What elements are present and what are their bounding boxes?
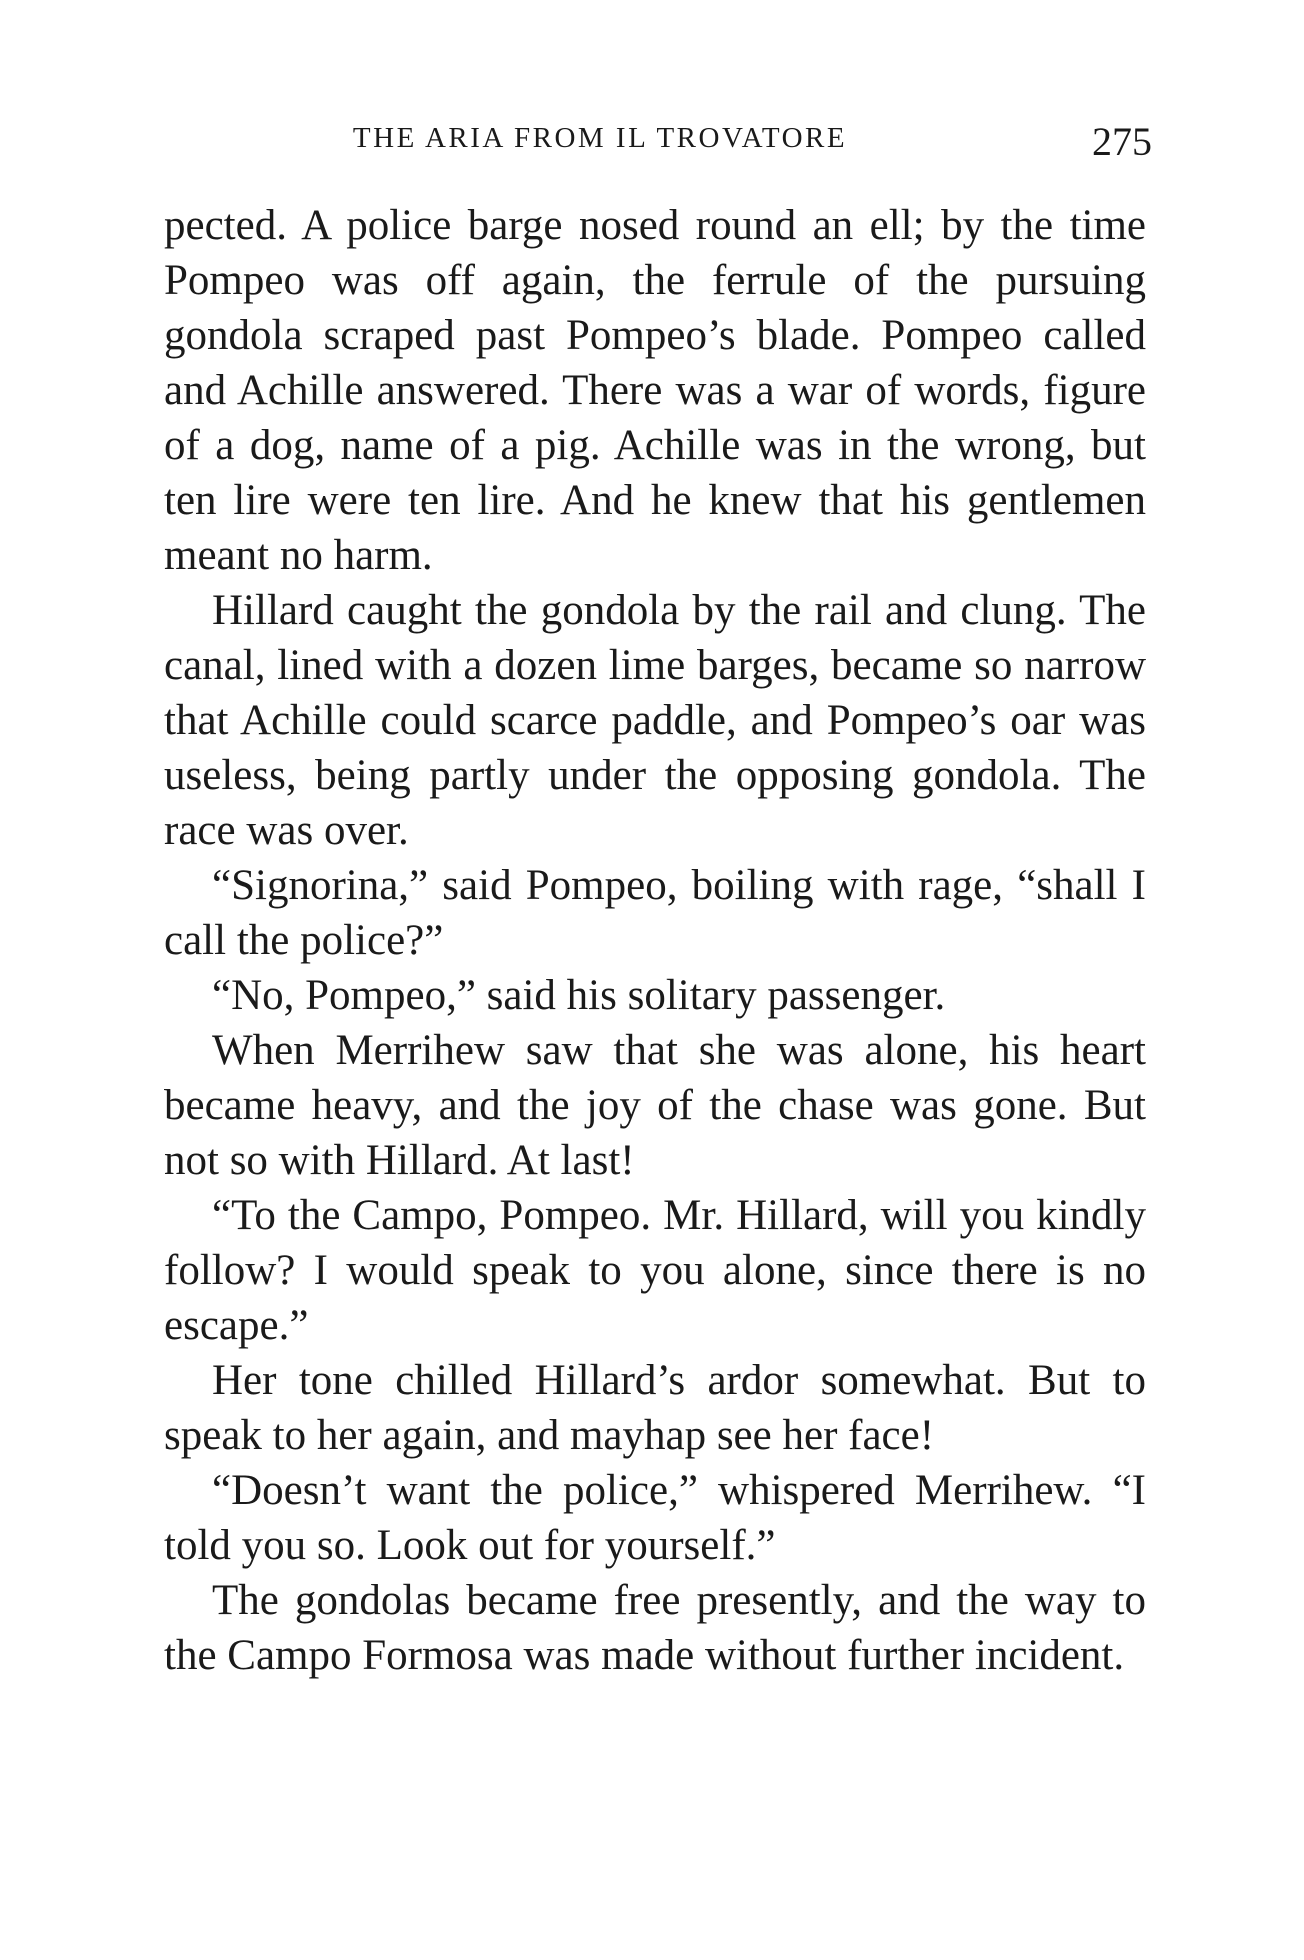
paragraph: pected. A police barge nosed round an ell; by the time Pompeo was off again, the ferrule of the pursuing gondola scraped past Pompeo’s blade. Pompeo called and Achille answered. There was a war of words, figure of a dog, name of a pig. Achille was in the wrong, but ten lire were ten lire. And he knew that his gentlemen meant no harm. — [164, 202, 1146, 579]
paragraph: The gondolas became free presently, and the way to the Campo Formosa was made without further incident. — [164, 1577, 1146, 1679]
paragraph: Hillard caught the gondola by the rail and clung. The canal, lined with a dozen lime barges, became so narrow that Achille could scarce paddle, and Pompeo’s oar was useless, being partly under the opposing gondola. The race was over. — [164, 587, 1146, 854]
paragraph: “Signorina,” said Pompeo, boiling with rage, “shall I call the police?” — [164, 862, 1146, 964]
paragraph: Her tone chilled Hillard’s ardor somewhat. But to speak to her again, and mayhap see her face! — [164, 1357, 1146, 1459]
paragraph: “Doesn’t want the police,” whispered Merrihew. “I told you so. Look out for yourself.” — [164, 1467, 1146, 1569]
running-title: THE ARIA FROM IL TROVATORE — [352, 122, 848, 154]
paragraph: When Merrihew saw that she was alone, his heart became heavy, and the joy of the chase was gone. But not so with Hillard. At last! — [164, 1027, 1146, 1184]
running-head — [160, 118, 1152, 166]
paragraph: “No, Pompeo,” said his solitary passenger. — [212, 972, 946, 1019]
page-number: 275 — [1092, 119, 1152, 164]
body-text — [164, 198, 1146, 1683]
paragraph: “To the Campo, Pompeo. Mr. Hillard, will you kindly follow? I would speak to you alone, since there is no escape.” — [164, 1192, 1146, 1349]
